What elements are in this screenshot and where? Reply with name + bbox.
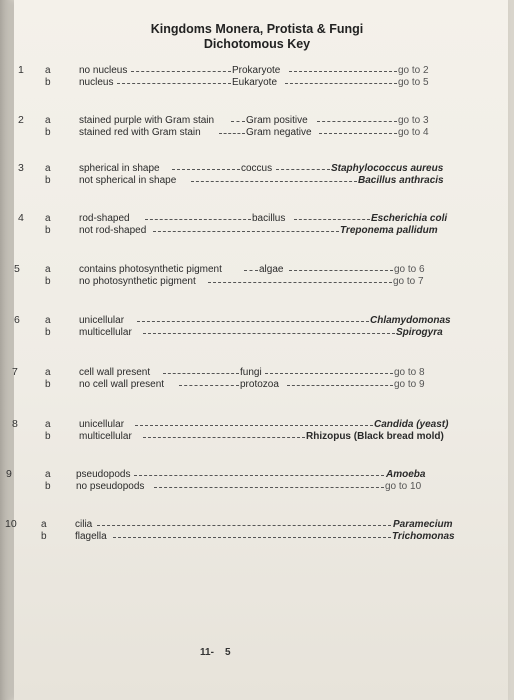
- option-a-mid: bacillus: [252, 213, 286, 224]
- option-b-text: multicellular: [79, 431, 132, 442]
- leader-dashes: [117, 83, 231, 84]
- leader-dashes: [163, 373, 239, 374]
- option-b-result: go to 7: [393, 276, 424, 287]
- option-a-letter: a: [45, 65, 51, 76]
- entry-number: 3: [18, 162, 24, 174]
- entry-number: 7: [12, 366, 18, 378]
- option-b-text: nucleus: [79, 77, 114, 88]
- entry-number: 2: [18, 114, 24, 126]
- option-b-letter: b: [45, 225, 51, 236]
- option-a-result: Chlamydomonas: [370, 315, 451, 326]
- option-b-text: no pseudopods: [76, 481, 145, 492]
- leader-dashes: [145, 219, 251, 220]
- option-a-result: Escherichia coli: [371, 213, 448, 224]
- option-b-letter: b: [45, 327, 51, 338]
- option-b-result: Trichomonas: [392, 531, 455, 542]
- option-a-letter: a: [45, 419, 51, 430]
- option-a-text: stained purple with Gram stain: [79, 115, 215, 126]
- option-b-letter: b: [45, 431, 51, 442]
- leader-dashes: [285, 83, 397, 84]
- leader-dashes: [265, 373, 393, 374]
- leader-dashes: [219, 133, 245, 134]
- page-title: Kingdoms Monera, Protista & Fungi: [150, 22, 364, 36]
- option-b-line: [79, 430, 469, 443]
- option-a-letter: a: [45, 469, 51, 480]
- option-b-text: not rod-shaped: [79, 225, 147, 236]
- key-entry-5: [0, 263, 514, 291]
- option-a-result: go to 3: [398, 115, 429, 126]
- option-b-text: no cell wall present: [79, 379, 165, 390]
- key-entry-6: [0, 314, 514, 342]
- option-a-text: unicellular: [79, 315, 125, 326]
- option-b-text: no photosynthetic pigment: [79, 276, 196, 287]
- option-b-letter: b: [45, 127, 51, 138]
- option-a-letter: a: [45, 163, 51, 174]
- leader-dashes: [172, 169, 240, 170]
- option-a-mid: fungi: [240, 367, 262, 378]
- option-a-mid: algae: [259, 264, 284, 275]
- leader-dashes: [244, 270, 258, 271]
- option-b-line: [75, 530, 465, 543]
- entry-number: 10: [5, 518, 17, 530]
- page-subtitle: Dichotomous Key: [203, 37, 311, 51]
- option-a-letter: a: [45, 264, 51, 275]
- leader-dashes: [276, 169, 330, 170]
- entry-number: 4: [18, 212, 24, 224]
- leader-dashes: [135, 425, 373, 426]
- leader-dashes: [287, 385, 393, 386]
- option-b-result: go to 5: [398, 77, 429, 88]
- leader-dashes: [208, 282, 392, 283]
- option-b-result: Rhizopus (Black bread mold): [306, 431, 444, 442]
- leader-dashes: [137, 321, 369, 322]
- option-a-mid: Prokaryote: [232, 65, 281, 76]
- option-b-letter: b: [45, 175, 51, 186]
- option-b-letter: b: [45, 379, 51, 390]
- option-a-result: go to 6: [394, 264, 425, 275]
- leader-dashes: [179, 385, 239, 386]
- leader-dashes: [113, 537, 391, 538]
- entry-number: 8: [12, 418, 18, 430]
- option-a-text: rod-shaped: [79, 213, 130, 224]
- option-b-result: go to 9: [394, 379, 425, 390]
- option-b-line: [79, 275, 464, 288]
- option-b-letter: b: [45, 276, 51, 287]
- option-b-line: [79, 326, 464, 339]
- key-entry-10: [0, 518, 514, 546]
- leader-dashes: [294, 219, 370, 220]
- option-b-letter: b: [41, 531, 47, 542]
- option-b-line: [76, 480, 461, 493]
- leader-dashes: [153, 231, 339, 232]
- option-b-letter: b: [45, 77, 51, 88]
- option-a-text: cell wall present: [79, 367, 151, 378]
- leader-dashes: [319, 133, 397, 134]
- key-entry-3: [0, 162, 514, 190]
- option-a-text: unicellular: [79, 419, 125, 430]
- option-a-letter: a: [45, 213, 51, 224]
- leader-dashes: [289, 71, 397, 72]
- option-a-mid: coccus: [241, 163, 273, 174]
- option-a-letter: a: [45, 315, 51, 326]
- option-b-result: go to 10: [385, 481, 422, 492]
- leader-dashes: [154, 487, 384, 488]
- leader-dashes: [143, 437, 305, 438]
- leader-dashes: [134, 475, 384, 476]
- option-a-text: cilia: [75, 519, 93, 530]
- key-entry-8: [0, 418, 514, 446]
- option-b-mid: protozoa: [240, 379, 279, 390]
- leader-dashes: [317, 121, 397, 122]
- option-a-result: Amoeba: [386, 469, 426, 480]
- option-b-result: Bacillus anthracis: [358, 175, 444, 186]
- option-a-letter: a: [45, 115, 51, 126]
- key-entry-7: [0, 366, 514, 394]
- option-b-text: multicellular: [79, 327, 132, 338]
- option-b-text: stained red with Gram stain: [79, 127, 201, 138]
- leader-dashes: [131, 71, 231, 72]
- paper-sheet: [14, 0, 508, 700]
- entry-number: 5: [14, 263, 20, 275]
- option-a-result: Staphylococcus aureus: [331, 163, 444, 174]
- leader-dashes: [289, 270, 393, 271]
- option-a-letter: a: [41, 519, 47, 530]
- option-b-letter: b: [45, 481, 51, 492]
- option-a-text: no nucleus: [79, 65, 128, 76]
- option-b-result: go to 4: [398, 127, 429, 138]
- option-b-result: Spirogyra: [396, 327, 443, 338]
- option-b-text: flagella: [75, 531, 107, 542]
- option-b-mid: Eukaryote: [232, 77, 278, 88]
- leader-dashes: [143, 333, 395, 334]
- option-b-line: [79, 126, 459, 139]
- option-b-line: [79, 224, 464, 237]
- leader-dashes: [231, 121, 245, 122]
- option-b-line: [79, 76, 459, 89]
- option-a-result: go to 2: [398, 65, 429, 76]
- entry-number: 9: [6, 468, 12, 480]
- option-a-result: Candida (yeast): [374, 419, 449, 430]
- leader-dashes: [191, 181, 357, 182]
- option-b-text: not spherical in shape: [79, 175, 177, 186]
- option-a-text: pseudopods: [76, 469, 131, 480]
- option-a-letter: a: [45, 367, 51, 378]
- option-b-line: [79, 378, 464, 391]
- leader-dashes: [97, 525, 391, 526]
- key-entry-1: [0, 64, 514, 92]
- option-a-result: Paramecium: [393, 519, 453, 530]
- key-entry-4: [0, 212, 514, 240]
- option-b-result: Treponema pallidum: [340, 225, 438, 236]
- page-number: 11- 5: [200, 647, 231, 658]
- option-b-line: [79, 174, 464, 187]
- option-b-mid: Gram negative: [246, 127, 312, 138]
- option-a-text: contains photosynthetic pigment: [79, 264, 222, 275]
- option-a-mid: Gram positive: [246, 115, 308, 126]
- entry-number: 6: [14, 314, 20, 326]
- option-a-result: go to 8: [394, 367, 425, 378]
- key-entry-2: [0, 114, 514, 142]
- option-a-text: spherical in shape: [79, 163, 160, 174]
- entry-number: 1: [18, 64, 24, 76]
- key-entry-9: [0, 468, 514, 496]
